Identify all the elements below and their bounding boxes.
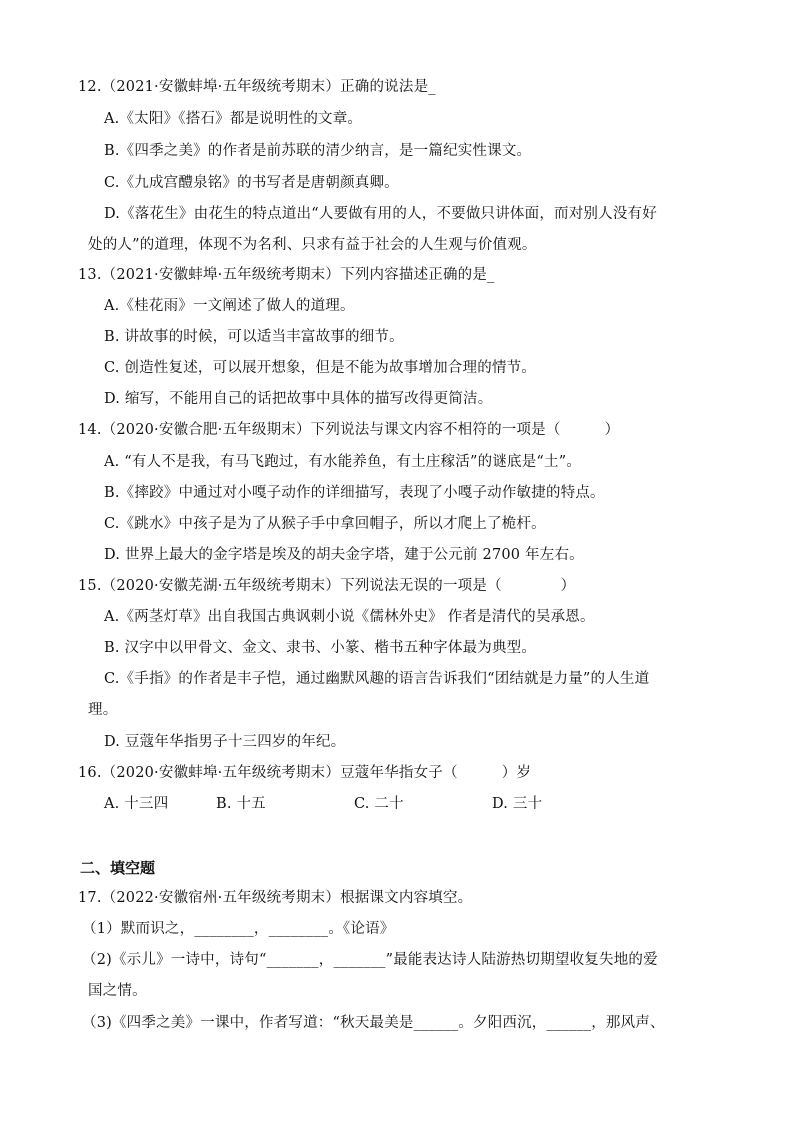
question-13-option-b: B. 讲故事的时候，可以适当丰富故事的细节。 (104, 329, 404, 345)
question-16-stem: 16.（2020·安徽蚌埠·五年级统考期末）豆蔻年华指女子（ ）岁 (78, 765, 532, 781)
question-12-option-b: B.《四季之美》的作者是前苏联的清少纳言，是一篇纪实性课文。 (104, 143, 532, 159)
question-14-option-b: B.《摔跤》中通过对小嘎子动作的详细描写，表现了小嘎子动作敏捷的特点。 (104, 485, 605, 501)
question-12-option-d: D.《落花生》由花生的特点道出“人要做有用的人，不要做只讲体面，而对别人没有好 (104, 206, 657, 222)
question-16-option-c: C. 二十 (354, 796, 404, 812)
question-17-item-1: （1）默而识之，________，________。《论语》 (82, 921, 395, 937)
question-14-option-d: D. 世界上最大的金字塔是埃及的胡夫金字塔，建于公元前 2700 年左右。 (104, 547, 584, 563)
question-12-option-a: A.《太阳》《搭石》都是说明性的文章。 (104, 111, 363, 127)
question-15-option-d: D. 豆蔻年华指男子十三四岁的年纪。 (104, 734, 346, 750)
question-12-option-c: C.《九成宫醴泉铭》的书写者是唐朝颜真卿。 (104, 175, 399, 191)
question-14-option-c: C.《跳水》中孩子是为了从猴子手中拿回帽子，所以才爬上了桅杆。 (104, 516, 546, 532)
question-16-option-a: A. 十三四 (104, 796, 169, 812)
question-12-option-d-continued: 处的人”的道理，体现不为名利、只求有益于社会的人生观与价值观。 (88, 237, 537, 253)
question-15-stem: 15.（2020·安徽芜湖·五年级统考期末）下列说法无误的一项是（ ） (78, 578, 576, 594)
section-title-fill-in: 二、填空题 (80, 859, 156, 877)
question-14-option-a: A. “有人不是我，有马飞跑过，有水能养鱼，有土庄稼活”的谜底是“土”。 (104, 454, 582, 470)
question-13-option-a: A.《桂花雨》一文阐述了做人的道理。 (104, 298, 355, 314)
question-17-item-3: （3)《四季之美》一课中，作者写道：“秋天最美是______。夕阳西沉，______，那风声、 (82, 1015, 665, 1031)
question-16-option-b: B. 十五 (216, 796, 266, 812)
question-16-option-d: D. 三十 (492, 796, 543, 812)
question-17-stem: 17.（2022·安徽宿州·五年级统考期末）根据课文内容填空。 (78, 890, 473, 906)
question-14-stem: 14.（2020·安徽合肥·五年级期末）下列说法与课文内容不相符的一项是（ ） (78, 422, 620, 438)
question-15-option-c: C.《手指》的作者是丰子恺，通过幽默风趣的语言告诉我们“团结就是力量”的人生道 (104, 671, 650, 687)
question-15-option-a: A.《两茎灯草》出自我国古典讽刺小说《儒林外史》 作者是清代的吴承恩。 (104, 609, 595, 625)
question-17-item-2-continued: 国之情。 (88, 983, 147, 999)
question-17-item-2: （2)《示儿》一诗中，诗句“_______，_______”最能表达诗人陆游热切期望收复失地的爱 (82, 952, 658, 968)
question-12-stem: 12.（2021·安徽蚌埠·五年级统考期末）正确的说法是_ (78, 79, 436, 95)
question-13-option-c: C. 创造性复述，可以展开想象，但是不能为故事增加合理的情节。 (104, 360, 536, 376)
question-15-option-b: B. 汉字中以甲骨文、金文、隶书、小篆、楷书五种字体最为典型。 (104, 640, 537, 656)
question-13-option-d: D. 缩写，不能用自己的话把故事中具体的描写改得更简洁。 (104, 391, 493, 407)
question-15-option-c-continued: 理。 (88, 702, 118, 718)
question-13-stem: 13.（2021·安徽蚌埠·五年级统考期末）下列内容描述正确的是_ (78, 267, 495, 283)
